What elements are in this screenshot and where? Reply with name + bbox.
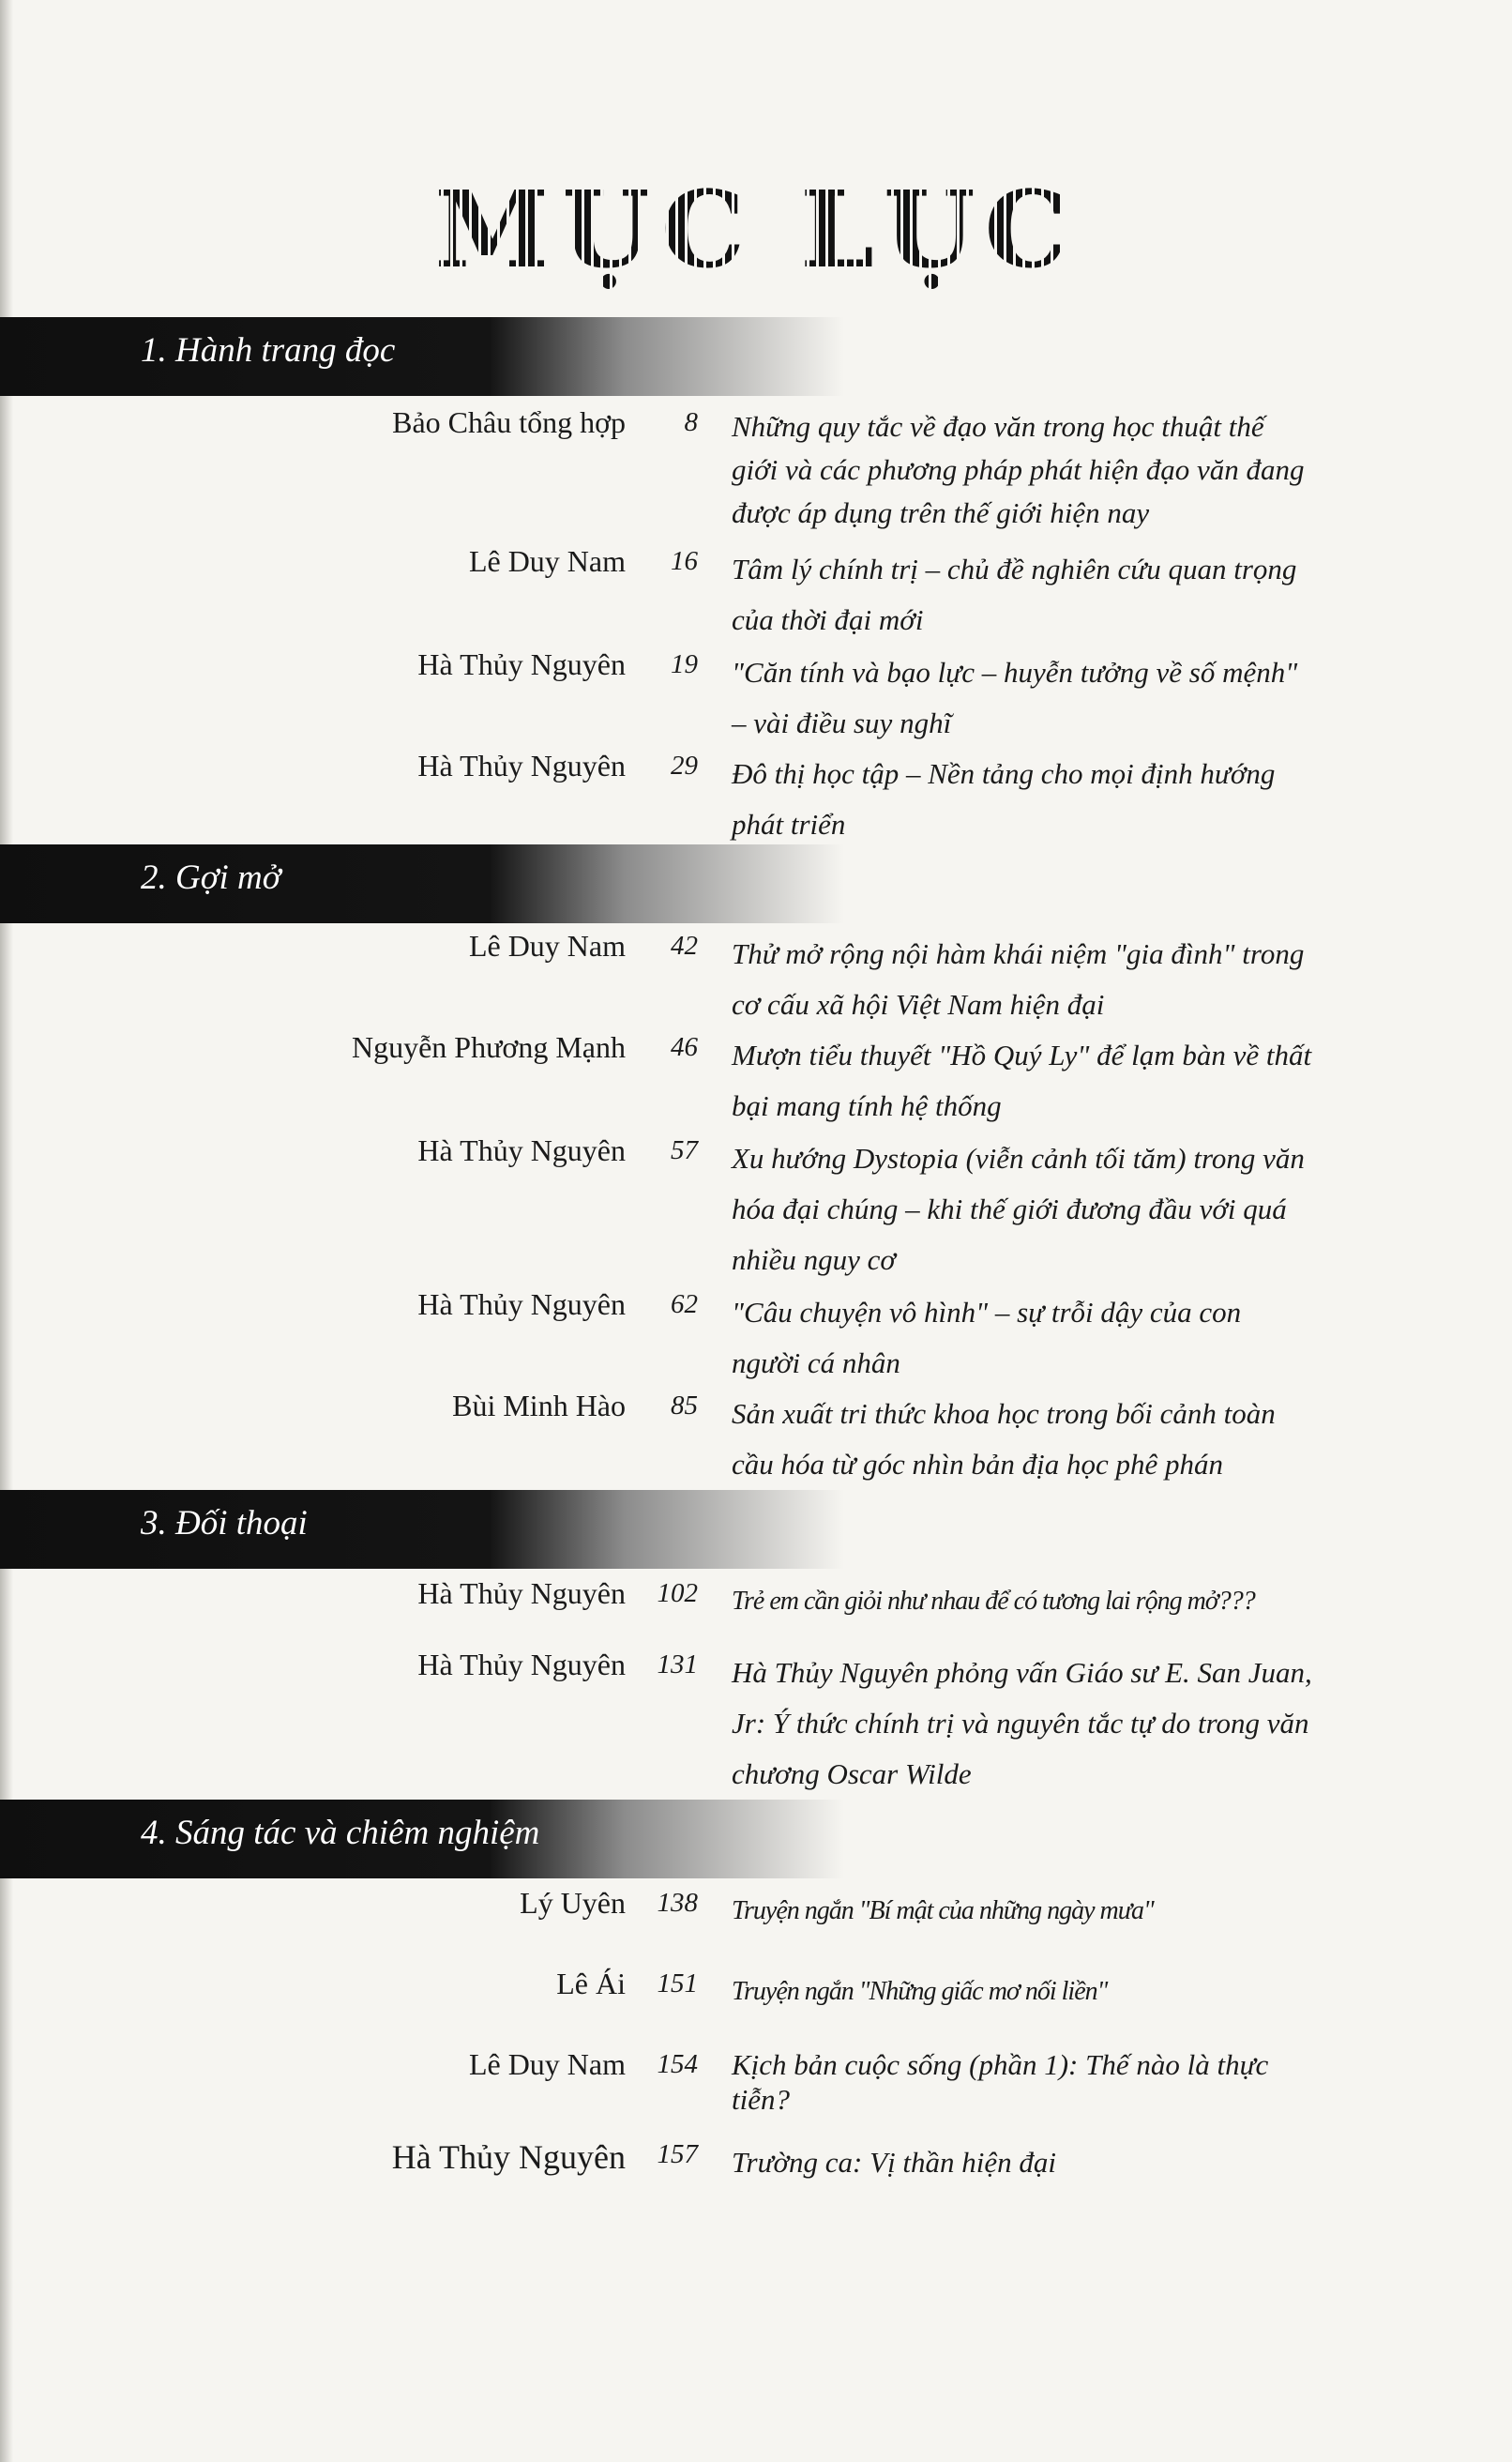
entry-page: 46 xyxy=(671,1032,698,1062)
entry-title: Hà Thủy Nguyên phỏng vấn Giáo sư E. San Juan, Jr: Ý thức chính trị và nguyên tắc tự do trong văn chương Oscar Wilde xyxy=(732,1656,1312,1790)
section-header-1 xyxy=(0,317,844,396)
entry-author: Lê Duy Nam xyxy=(468,2047,626,2081)
entry-author: Hà Thủy Nguyên xyxy=(417,749,626,783)
entry-page: 8 xyxy=(684,407,698,437)
entry-title: Trẻ em cần giỏi như nhau để có tương lai rộng mở??? xyxy=(732,1587,1255,1616)
entry-title: Đô thị học tập – Nền tảng cho mọi định hướng phát triển xyxy=(732,757,1276,841)
entry-page: 154 xyxy=(657,2049,698,2079)
entry-page: 29 xyxy=(671,751,698,781)
entry-author: Bảo Châu tổng hợp xyxy=(392,405,626,439)
page-title: MỤC LỤC xyxy=(434,169,1078,292)
section-header-4 xyxy=(0,1800,844,1878)
entry-page: 42 xyxy=(671,931,698,961)
entry-title: Trường ca: Vị thần hiện đại xyxy=(732,2146,1057,2179)
entry-page: 85 xyxy=(671,1391,698,1421)
section-header-2 xyxy=(0,844,844,923)
entry-title: "Câu chuyện vô hình" – sự trỗi dậy của con người cá nhân xyxy=(732,1296,1242,1379)
entry-author: Hà Thủy Nguyên xyxy=(391,2138,626,2176)
entry-author: Lê Duy Nam xyxy=(468,929,626,963)
entry-title: Thử mở rộng nội hàm khái niệm "gia đình" trong cơ cấu xã hội Việt Nam hiện đại xyxy=(732,937,1305,1021)
section-label: 3. Đối thoại xyxy=(141,1504,308,1543)
entry-author: Hà Thủy Nguyên xyxy=(417,1648,626,1681)
entry-page: 102 xyxy=(657,1578,698,1608)
entry-author: Hà Thủy Nguyên xyxy=(417,1133,626,1167)
entry-author: Hà Thủy Nguyên xyxy=(417,1576,626,1610)
entry-author: Hà Thủy Nguyên xyxy=(417,1287,626,1321)
entry-title: Xu hướng Dystopia (viễn cảnh tối tăm) trong văn hóa đại chúng – khi thế giới đương đầu với quá nhiều nguy cơ xyxy=(732,1142,1305,1276)
entry-title: Mượn tiểu thuyết "Hồ Quý Ly" để lạm bàn về thất bại mang tính hệ thống xyxy=(732,1039,1312,1122)
entry-title: Tâm lý chính trị – chủ đề nghiên cứu quan trọng của thời đại mới xyxy=(732,553,1297,636)
entry-title: "Căn tính và bạo lực – huyễn tưởng về số mệnh" – vài điều suy nghĩ xyxy=(732,656,1298,739)
entry-title: Kịch bản cuộc sống (phần 1): Thế nào là thực tiễn? xyxy=(732,2048,1269,2116)
entry-author: Bùi Minh Hào xyxy=(452,1389,626,1422)
entry-title: Truyện ngắn "Những giấc mơ nối liền" xyxy=(732,1977,1108,2006)
section-label: 1. Hành trang đọc xyxy=(141,331,396,370)
entry-author: Lý Uyên xyxy=(520,1886,626,1920)
entry-page: 19 xyxy=(671,649,698,679)
entry-page: 57 xyxy=(671,1135,698,1165)
entry-page: 131 xyxy=(657,1649,698,1679)
section-label: 4. Sáng tác và chiêm nghiệm xyxy=(141,1814,540,1852)
entry-page: 151 xyxy=(657,1968,698,1998)
entry-author: Lê Ái xyxy=(556,1967,626,2000)
entry-author: Lê Duy Nam xyxy=(468,544,626,578)
entry-title: Những quy tắc về đạo văn trong học thuật thế giới và các phương pháp phát hiện đạo văn đang được áp dụng trên thế giới hiện nay xyxy=(732,410,1305,529)
section-header-3 xyxy=(0,1490,844,1569)
entry-author: Hà Thủy Nguyên xyxy=(417,647,626,681)
entry-title: Truyện ngắn "Bí mật của những ngày mưa" xyxy=(732,1896,1154,1925)
entry-author: Nguyễn Phương Mạnh xyxy=(351,1030,626,1064)
section-label: 2. Gợi mở xyxy=(141,859,281,897)
entry-page: 138 xyxy=(657,1888,698,1918)
entry-page: 16 xyxy=(671,546,698,576)
entry-page: 62 xyxy=(671,1289,698,1319)
entry-title: Sản xuất tri thức khoa học trong bối cảnh toàn cầu hóa từ góc nhìn bản địa học phê phán xyxy=(732,1397,1276,1481)
entry-page: 157 xyxy=(657,2139,698,2169)
